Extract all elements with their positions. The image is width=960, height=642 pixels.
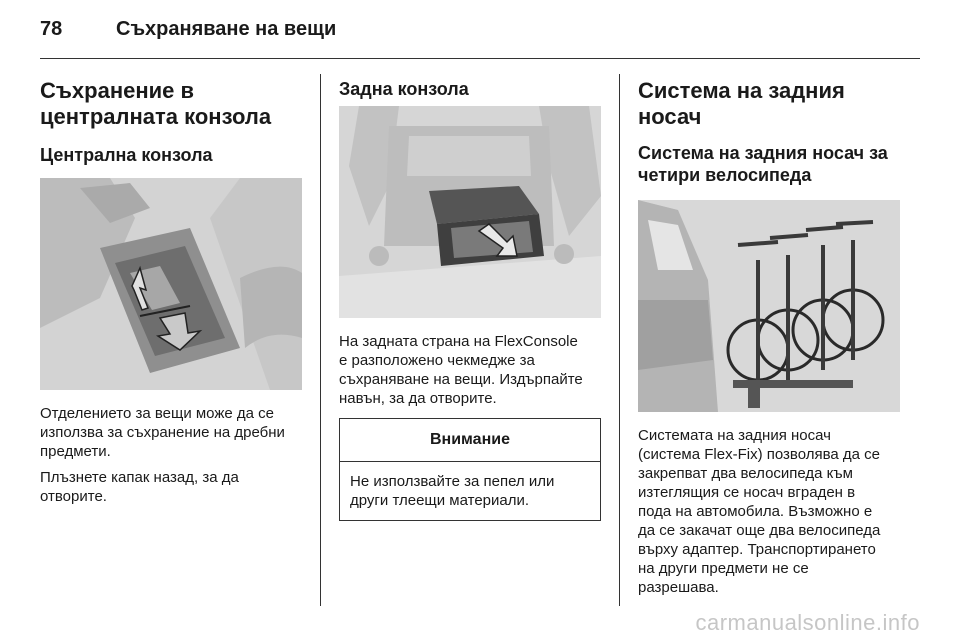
subsection-title [638, 142, 900, 186]
rear-carrier-bicycles-illustration [638, 200, 900, 412]
section-title: Система на задния носач [638, 78, 845, 129]
text-line: други тлеещи материали. [350, 492, 530, 509]
text-line: на други предмети не се [638, 560, 809, 577]
section-title-line: централната конзола [40, 104, 272, 129]
text-line: Отделението за вещи може да се [40, 405, 275, 422]
text-line: е разположено чекмедже за [339, 352, 535, 369]
text-line: изтеглящия се носач вграден в [638, 484, 856, 501]
text-line: На задната страна на FlexConsole [339, 333, 578, 350]
column-rear-carrier [638, 78, 900, 597]
notice-title: Внимание [340, 419, 600, 462]
body-paragraph [638, 426, 900, 597]
subsection-title-line: четири велосипеда [638, 165, 812, 185]
page-header [40, 18, 920, 48]
text-line: закрепват два велосипеда към [638, 465, 853, 482]
column-center-console [40, 78, 302, 506]
section-title [40, 78, 302, 130]
text-line: навън, за да отворите. [339, 390, 497, 407]
text-line: да се закачат още два велосипеда [638, 522, 881, 539]
body-paragraph [40, 404, 302, 461]
text-line: Не използвайте за пепел или [350, 473, 555, 490]
notice-body [340, 462, 600, 520]
header-rule [40, 58, 920, 59]
watermark: carmanualsonline.info [695, 610, 920, 635]
text-line: съхраняване на вещи. Издърпайте [339, 371, 583, 388]
text-line: върху адаптер. Транспортирането [638, 541, 876, 558]
page-number: 78 [40, 18, 63, 40]
body-paragraph [339, 332, 601, 408]
column-rear-console [339, 78, 601, 521]
center-console-storage-illustration [40, 178, 302, 390]
text-line: Плъзнете капак назад, за да [40, 469, 239, 486]
column-divider-1 [320, 74, 321, 606]
text-line: разрешава. [638, 579, 719, 596]
column-divider-2 [619, 74, 620, 606]
text-line: (система Flex-Fix) позволява да се [638, 446, 881, 463]
chapter-title: Съхраняване на вещи [116, 18, 337, 40]
warning-notice [339, 418, 601, 521]
text-line: пода на автомобила. Възможно е [638, 503, 873, 520]
text-line: отворите. [40, 488, 107, 505]
rear-console-drawer-illustration [339, 106, 601, 318]
section-title: Задна конзола [339, 79, 469, 99]
subsection-title-line: Система на задния носач за [638, 143, 888, 163]
section-title-line: Съхранение в [40, 78, 195, 103]
text-line: Системата на задния носач [638, 427, 831, 444]
body-paragraph [40, 468, 302, 506]
text-line: използва за съхранение на дребни [40, 424, 285, 441]
subsection-title: Централна конзола [40, 145, 213, 165]
text-line: предмети. [40, 443, 111, 460]
